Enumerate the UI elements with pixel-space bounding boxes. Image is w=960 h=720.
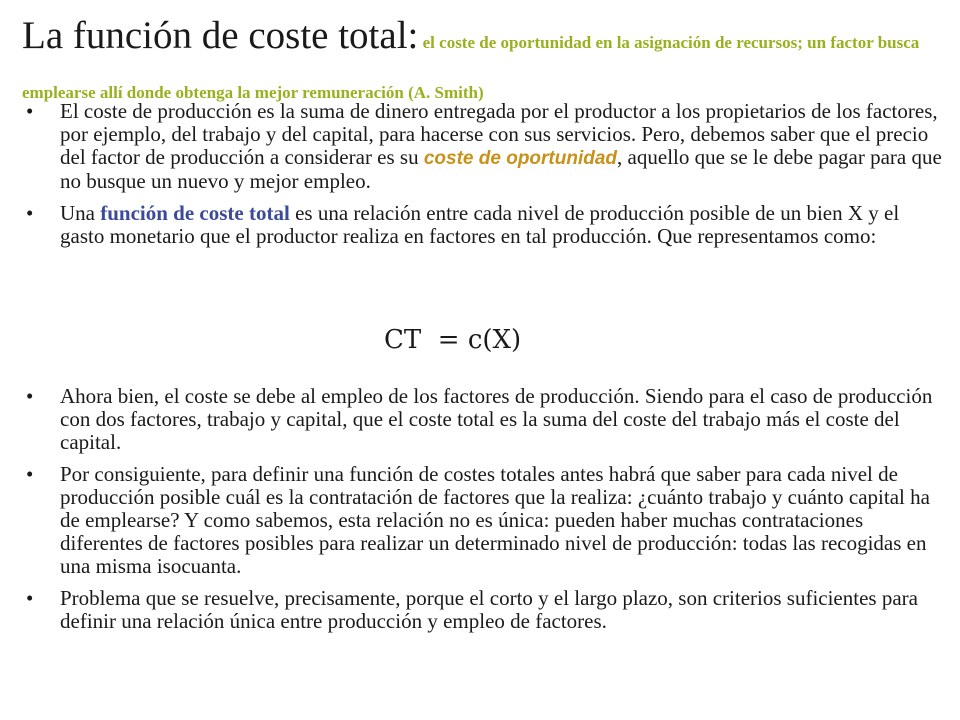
bullet-list-lower [22,385,942,642]
bullet-4-text: Por consiguiente, para definir una función de costes totales antes habrá que saber para cada nivel de producción posible cuál es la contratación de factores que la realiza: ¿cuánto trabajo y cuánto capital ha de emplearse? Y como sabemos, esta relación no es única: pueden haber muchas contrataciones diferentes de factores posibles para realizar un determinado nivel de producción: todas las recogidas en una misma isocuanta. [60,462,930,578]
bullet-3-text: Ahora bien, el coste se debe al empleo de los factores de producción. Siendo para el caso de producción con dos factores, trabajo y capital, que el coste total es la suma del coste del trabajo más el coste del capital. [60,384,933,454]
bullet-icon: • [26,384,34,408]
bullet-icon: • [26,462,34,486]
bullet-item-3 [22,385,942,454]
bullet-icon: • [26,201,34,225]
bullet-2-text-before: Una [60,201,101,225]
bullet-item-4 [22,463,942,578]
bullet-1-text-after: , aquello que se le debe pagar para que no busque un nuevo y mejor empleo. [60,145,942,193]
bullet-1-emphasis: coste de oportunidad [423,148,618,169]
bullet-2-text-after: es una relación entre cada nivel de producción posible de un bien X y el gasto monetario que el productor realiza en factores en tal producción. Que representamos como: [60,201,900,248]
bullet-list-upper [22,100,942,257]
bullet-icon: • [26,99,34,123]
bullet-1-text-before: El coste de producción es la suma de dinero entregada por el productor a los propietarios de los factores, por ejemplo, del trabajo y del capital, para hacerse con sus servicios. Pero, debemos saber que el precio del factor de producción a considerar es su [60,99,938,169]
title-subtitle: el coste de oportunidad en la asignación de recursos; un factor busca emplearse allí donde obtenga la mejor remuneración (A. Smith) [22,33,920,102]
cost-formula: CT = c(X) [384,325,522,355]
bullet-item-2 [22,202,942,248]
bullet-item-1 [22,100,942,193]
bullet-icon: • [26,586,34,610]
title-main: La función de coste total: [22,14,419,57]
bullet-item-5 [22,587,942,633]
bullet-5-text: Problema que se resuelve, precisamente, porque el corto y el largo plazo, son criterios suficientes para definir una relación única entre producción y empleo de factores. [60,586,918,633]
bullet-2-emphasis: función de coste total [100,201,290,225]
